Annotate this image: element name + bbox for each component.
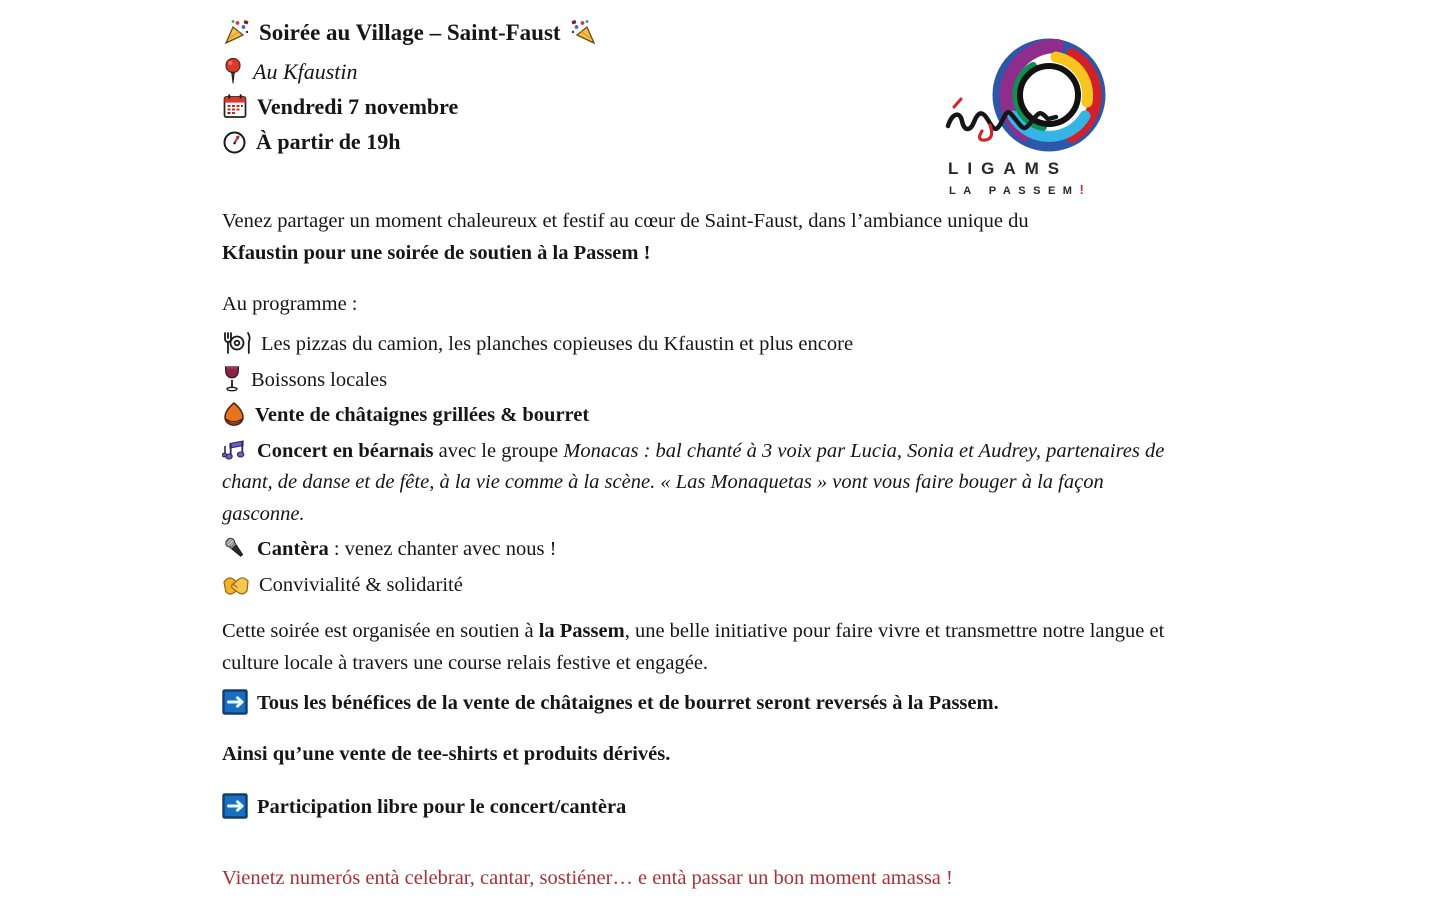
footer-message: Vienetz numerós entà celebrar, cantar, sostiéner… e entà passar un bon moment amassa ! [222,867,953,889]
item-bold: Vente de châtaignes grillées & bourret [255,404,590,426]
program-item-drinks [222,365,1180,397]
support-text-2: , une belle initiative pour faire vivre et transmettre notre langue et culture locale à travers une course relais festive et engagée. [222,620,1165,674]
benefits-text: Tous les bénéfices de la vente de châtaignes et de bourret seront reversés à la Passem. [257,692,999,714]
merch-line: Ainsi qu’une vente de tee-shirts et produits dérivés. [222,743,671,765]
program-item-solidarity [222,570,1180,602]
program-heading: Au programme : [222,293,358,315]
microphone-icon [222,535,248,561]
handshake-icon [222,573,250,597]
intro-text-normal: Venez partager un moment chaleureux et festif au cœur de Saint-Faust, dans l’ambiance unique du [222,210,1029,232]
benefits-line [222,687,1180,719]
party-popper-icon [570,18,598,46]
participation-text: Participation libre pour le concert/cantèra [257,796,627,818]
party-popper-icon [222,18,250,46]
chestnut-icon [222,401,246,427]
event-time-line [222,124,1180,159]
item-text: Convivialité & solidarité [259,573,463,596]
program-item-chestnuts [222,400,1180,432]
support-text-1: Cette soirée est organisée en soutien à [222,620,539,642]
intro-text-bold: Kfaustin pour une soirée de soutien à la Passem ! [222,242,651,264]
item-bold: Concert en béarnais [257,439,434,462]
participation-line [222,791,1180,823]
flyer-content [222,16,1180,893]
event-time: À partir de 19h [256,129,401,154]
event-location-line [222,54,1180,89]
item-bold: Cantèra [257,538,329,560]
intro-paragraph [222,205,1180,269]
program-item-concert [222,436,1180,531]
program-item-cantera [222,534,1180,566]
logo-exclamation: ! [1079,182,1084,197]
fork-and-knife-with-plate-icon [222,330,252,356]
round-pushpin-icon [222,57,244,85]
right-arrow-icon [222,793,248,819]
item-text: Les pizzas du camion, les planches copieuses du Kfaustin et plus encore [261,333,854,355]
item-normal: : venez chanter avec nous ! [328,538,557,560]
clock-icon [222,130,247,155]
support-text-bold: la Passem [538,620,625,642]
event-location: Au Kfaustin [253,59,358,84]
program-item-food [222,329,1180,361]
musical-notes-icon [222,437,248,463]
item-text: Boissons locales [251,368,388,391]
item-italic: Monacas : bal chanté à 3 voix par Lucia, Sonia et Audrey, partenaires de chant, de danse et de fête, à la vie comme à la scène. « Las Monaquetas » vont vous faire bouger à la façon gasconne. [222,439,1165,525]
program-list [222,329,1180,601]
support-paragraph [222,615,1180,679]
logo-tagline-text: LA PASSEM [949,185,1080,197]
event-title-line [222,16,1180,50]
right-arrow-icon [222,689,248,715]
logo-wordmark: LIGAMS [948,159,1069,178]
item-normal: avec le groupe [433,439,564,462]
wine-glass-icon [222,365,242,392]
calendar-icon [222,93,248,120]
event-date-line [222,89,1180,124]
event-date: Vendredi 7 novembre [257,94,459,119]
event-title: Soirée au Village – Saint-Faust [259,20,561,45]
